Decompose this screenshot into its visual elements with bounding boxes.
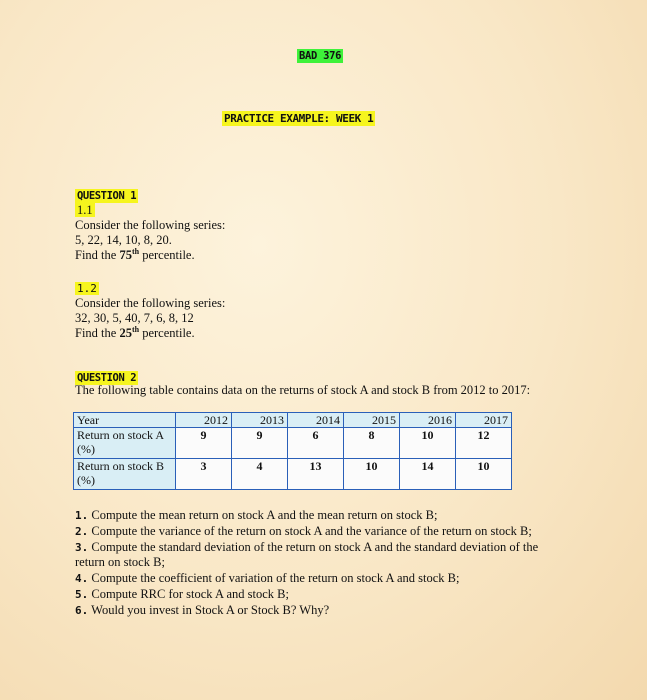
list-item: 6. Would you invest in Stock A or Stock B? Why? (75, 603, 330, 617)
question-1-heading: QUESTION 1 (77, 190, 137, 202)
table-cell: 4 (232, 459, 288, 490)
table-header-row (74, 413, 512, 428)
list-item: 3. Compute the standard deviation of the return on stock A and the standard deviation of the return on stock B; (75, 540, 539, 569)
part-label: 1.2 (77, 282, 97, 295)
returns-table (73, 412, 512, 490)
table-cell: 3 (176, 459, 232, 490)
part-label: 1.1 (77, 203, 93, 217)
list-item: 2. Compute the variance of the return on stock A and the variance of the return on stock B; (75, 524, 532, 538)
year-cell: 2015 (344, 413, 400, 428)
year-cell: 2013 (232, 413, 288, 428)
question-1-2 (75, 281, 225, 341)
list-item: 1. Compute the mean return on stock A and the mean return on stock B; (75, 508, 438, 522)
instruction: Consider the following series: (75, 296, 226, 310)
table-cell: 14 (400, 459, 456, 490)
table-cell: 13 (288, 459, 344, 490)
question-1-1 (75, 203, 225, 263)
page-title: PRACTICE EXAMPLE: WEEK 1 (224, 112, 374, 125)
row-label: Return on stock A (%) (74, 428, 176, 459)
instruction: Consider the following series: (75, 218, 226, 232)
series: 32, 30, 5, 40, 7, 6, 8, 12 (75, 311, 194, 325)
series: 5, 22, 14, 10, 8, 20. (75, 233, 172, 247)
table-cell: 10 (344, 459, 400, 490)
find-line: Find the 75th percentile. (75, 246, 195, 262)
table-cell: 10 (400, 428, 456, 459)
task-list (75, 508, 560, 618)
table-cell: 12 (456, 428, 512, 459)
table-cell: 9 (176, 428, 232, 459)
table-cell: 6 (288, 428, 344, 459)
year-header: Year (74, 413, 176, 428)
course-code: BAD 376 (299, 50, 342, 62)
year-cell: 2017 (456, 413, 512, 428)
table-cell: 10 (456, 459, 512, 490)
year-cell: 2016 (400, 413, 456, 428)
row-label: Return on stock B (%) (74, 459, 176, 490)
find-line: Find the 25th percentile. (75, 324, 195, 340)
table-cell: 8 (344, 428, 400, 459)
table-row (74, 428, 512, 459)
question-2-heading: QUESTION 2 (77, 372, 137, 384)
year-cell: 2014 (288, 413, 344, 428)
table-cell: 9 (232, 428, 288, 459)
question-2-intro: The following table contains data on the returns of stock A and stock B from 2012 to 2017: (75, 383, 531, 397)
list-item: 4. Compute the coefficient of variation of the return on stock A and stock B; (75, 571, 460, 585)
list-item: 5. Compute RRC for stock A and stock B; (75, 587, 289, 601)
table-row (74, 459, 512, 490)
year-cell: 2012 (176, 413, 232, 428)
